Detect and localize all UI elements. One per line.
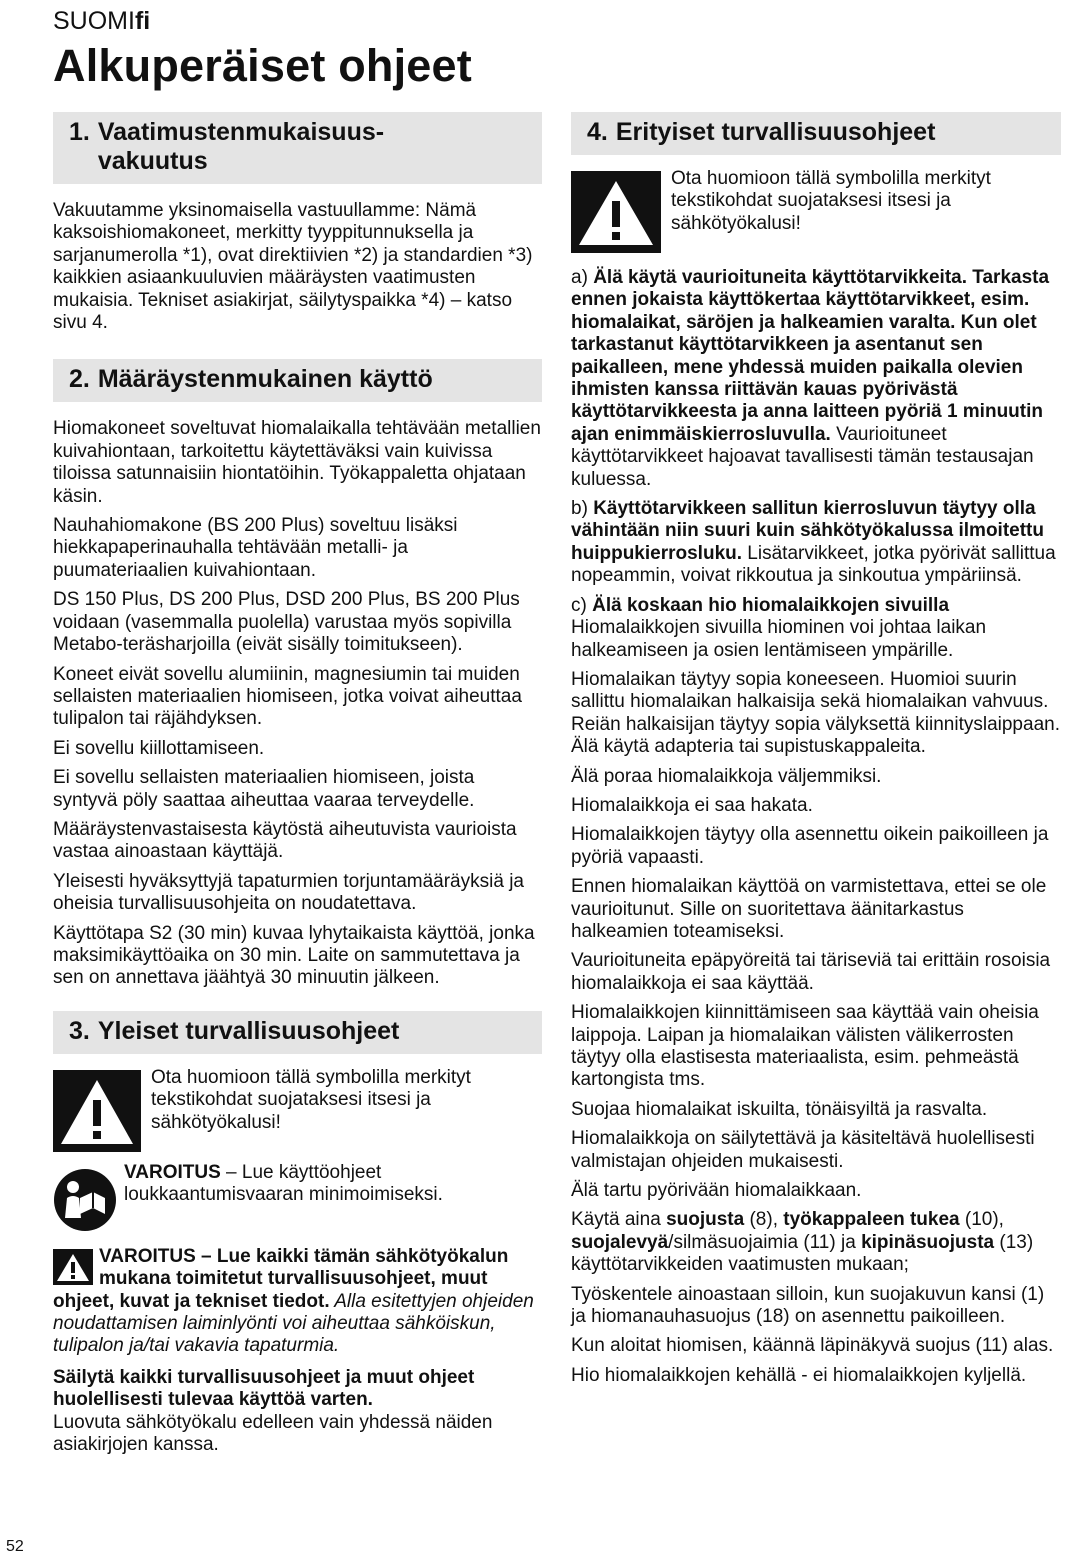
- paragraph: Hiomalaikkoja ei saa hakata.: [571, 794, 813, 816]
- section-title: Vaatimustenmukaisuus- vakuutus: [97, 118, 385, 175]
- paragraph: Älä poraa hiomalaikkoja väljemmiksi.: [571, 765, 882, 787]
- paragraph: Hiomalaikkojen kiinnittämiseen saa käyttää vain oheisia laippoja. Laipan ja hiomalaikan välisten välikerrosten täytyy olla elastisesta materiaalista, esim. pehmeästä kartongista tms.: [571, 1002, 1039, 1091]
- section-number: 3.: [69, 1016, 90, 1045]
- paragraph: Ennen hiomalaikan käyttöä on varmistettava, ettei se ole vaurioitunut. Sille on suoritettava äänitarkastus halkeamien toteamiseksi.: [571, 876, 1047, 942]
- paragraph: Suojaa hiomalaikat iskuilta, tönäisyiltä ja rasvalta.: [571, 1098, 988, 1120]
- paragraph: Hiomalaikan täytyy sopia koneeseen. Huomioi suurin sallittu hiomalaikan halkaisija sekä hiomalaikan vahvuus. Reiän halkaisijan täytyy sopia välyksettä kiinnityslaippaan. Älä käytä adapteria tai supistuskappaleita.: [571, 668, 1060, 758]
- section-title: Erityiset turvallisuusohjeet: [615, 118, 936, 146]
- read-manual-text: VAROITUS – Lue käyttöohjeet loukkaantumisvaaran minimoimiseksi.: [124, 1161, 443, 1206]
- left-column: [53, 112, 542, 1456]
- language-label: SUOMIfi: [53, 7, 151, 35]
- document-title: Alkuperäiset ohjeet: [53, 40, 472, 91]
- paragraph: Hio hiomalaikkojen kehällä - ei hiomalaikkojen kyljellä.: [571, 1364, 1027, 1386]
- paragraph: Kun aloitat hiomisen, käännä läpinäkyvä suojus (11) alas.: [571, 1335, 1054, 1357]
- paragraph: Nauhahiomakone (BS 200 Plus) soveltuu lisäksi hiekkapaperinauhalla tehtävään metalli- ja puumateriaalien kuivahiontaan.: [53, 515, 458, 581]
- declaration-paragraph: Vakuutamme yksinomaisella vastuullamme: Nämä kaksoishiomakoneet, merkitty tyyppitunnuksella ja sarjanumerolla *1), ovat direktiivien *2) ja standardien *3) kaikkien asiaankuuluvien määräysten vaatimusten mukaisia. Tekniset asiakirjat, säilytyspaikka *4) – katso sivu 4.: [53, 200, 533, 334]
- paragraph: Älä tartu pyörivään hiomalaikkaan.: [571, 1180, 862, 1202]
- page-number: 52: [6, 1538, 24, 1555]
- section-1-heading: [53, 112, 542, 184]
- read-manual-note: [53, 1162, 542, 1232]
- symbol-note-text: Ota huomioon tällä symbolilla merkityt tekstikohdat suojataksesi itsesi ja sähkötyökalusi!: [671, 168, 991, 234]
- section-number: 1.: [69, 118, 90, 146]
- paragraph: Käyttötapa S2 (30 min) kuvaa lyhytaikaista käyttöä, jonka maksimikäyttöaika on 30 min. Laite on sammutettava ja sen on annettava jäähtyä 30 minuutin jälkeen.: [53, 922, 535, 989]
- paragraph: Työskentele ainoastaan silloin, kun suojakuvun kansi (1) ja hiomanauhasuojus (18) on asennettu paikoilleen.: [571, 1283, 1045, 1328]
- paragraph: Hiomalaikkoja on säilytettävä ja käsiteltävä huolellisesti valmistajan ohjeiden mukaisesti.: [571, 1128, 1035, 1172]
- section-4-heading: [571, 112, 1061, 155]
- section-3-heading: [53, 1011, 542, 1054]
- paragraph: Yleisesti hyväksyttyjä tapaturmien torjuntamääräyksiä ja oheisia turvallisuusohjeita on noudatettava.: [53, 870, 524, 915]
- paragraph: DS 150 Plus, DS 200 Plus, DSD 200 Plus, BS 200 Plus voidaan (vasemmalla puolella) varustaa myös sopivilla Metabo-teräsharjoilla (eivät sisälly toimitukseen).: [53, 589, 520, 656]
- paragraph: Hiomakoneet soveltuvat hiomalaikalla tehtävään metallien kuivahiontaan, tarkoitettu käytettäväksi vain kuivissa tiloissa satunnaisiin hiontatöihin. Työkappaletta ohjataan käsin.: [53, 418, 541, 507]
- paragraph: Ei sovellu kiillottamiseen.: [53, 737, 265, 759]
- section-number: 4.: [587, 118, 608, 146]
- right-column: [571, 112, 1061, 1387]
- symbol-note: [571, 168, 1061, 253]
- paragraph: Vaurioituneita epäpyöreitä tai täriseviä tai erittäin rosoisia hiomalaikkoja ei saa käyttää.: [571, 950, 1051, 994]
- section-title: Yleiset turvallisuusohjeet: [97, 1016, 400, 1045]
- section-2-heading: [53, 359, 542, 402]
- paragraph: Hiomalaikkojen täytyy olla asennettu oikein paikoilleen ja pyöriä vapaasti.: [571, 824, 1049, 868]
- symbol-note: [53, 1066, 542, 1152]
- symbol-note-text: Ota huomioon tällä symbolilla merkityt tekstikohdat suojataksesi itsesi ja sähkötyökalusi!: [151, 1066, 471, 1133]
- read-manual-icon: [53, 1168, 117, 1232]
- warning-triangle-icon: [53, 1070, 141, 1152]
- paragraph: Koneet eivät sovellu alumiinin, magnesiumin tai muiden sellaisten materiaalien hiomiseen, jotka voivat aiheuttaa tulipalon tai räjähdyksen.: [53, 663, 522, 730]
- section-title: Määräystenmukainen käyttö: [97, 365, 433, 394]
- section-number: 2.: [69, 365, 90, 394]
- general-warning: VAROITUS – Lue kaikki tämän sähkötyökalun mukana toimitetut turvallisuusohjeet, muut ohjeet, kuvat ja tekniset tiedot. Alla esitettyjen ohjeiden noudattamisen laiminlyönti voi aiheuttaa sähköiskun, tulipalon ja/tai vakavia tapaturmia.: [53, 1245, 534, 1357]
- instruction-a: a) Älä käytä vaurioituneita käyttötarvikkeita. Tarkasta ennen jokaista käyttökertaa käyttötarvikkeet, esim. hiomalaikat, säröjen ja halkeamien varalta. Kun olet tarkastanut käyttötarvikkeen ja asentanut sen paikalleen, mene yhdessä muiden paikalla olevien ihmisten kanssa riittävän kauas pyörivästä käyttötarvikkeesta ja anna laitteen pyöriä 1 minuutin ajan enimmäiskierrosluvulla. Vaurioituneet käyttötarvikkeet hajoavat tavallisesti tämän testausajan kuluessa.: [571, 267, 1050, 490]
- keep-instructions: Säilytä kaikki turvallisuusohjeet ja muut ohjeet huolellisesti tulevaa käyttöä varten. Luovuta sähkötyökalu edelleen vain yhdessä näiden asiakirjojen kanssa.: [53, 1366, 493, 1456]
- instruction-b: b) Käyttötarvikkeen sallitun kierrosluvun täytyy olla vähintään niin suuri kuin sähkötyökalussa ilmoitettu huippukierrosluku. Lisätarvikkeet, jotka pyörivät sallittua nopeammin, voivat rikkoutua ja sinkoutua ympäriinsä.: [571, 498, 1056, 587]
- instruction-c: c) Älä koskaan hio hiomalaikkojen sivuilla Hiomalaikkojen sivuilla hiominen voi johtaa laikan halkeamiseen ja osien lentämiseen ympärille.: [571, 594, 987, 661]
- warning-triangle-icon: [53, 1249, 93, 1285]
- warning-triangle-icon: [571, 171, 661, 253]
- paragraph: Ei sovellu sellaisten materiaalien hiomiseen, joista syntyvä pöly saattaa aiheuttaa vaaraa terveydelle.: [53, 767, 475, 811]
- paragraph: Määräystenvastaisesta käytöstä aiheutuvista vaurioista vastaa ainoastaan käyttäjä.: [53, 818, 517, 863]
- ppe-paragraph: Käytä aina suojusta (8), työkappaleen tukea (10), suojalevyä/silmäsuojaimia (11) ja kipinäsuojusta (13) käyttötarvikkeiden vaatimusten mukaan;: [571, 1209, 1034, 1276]
